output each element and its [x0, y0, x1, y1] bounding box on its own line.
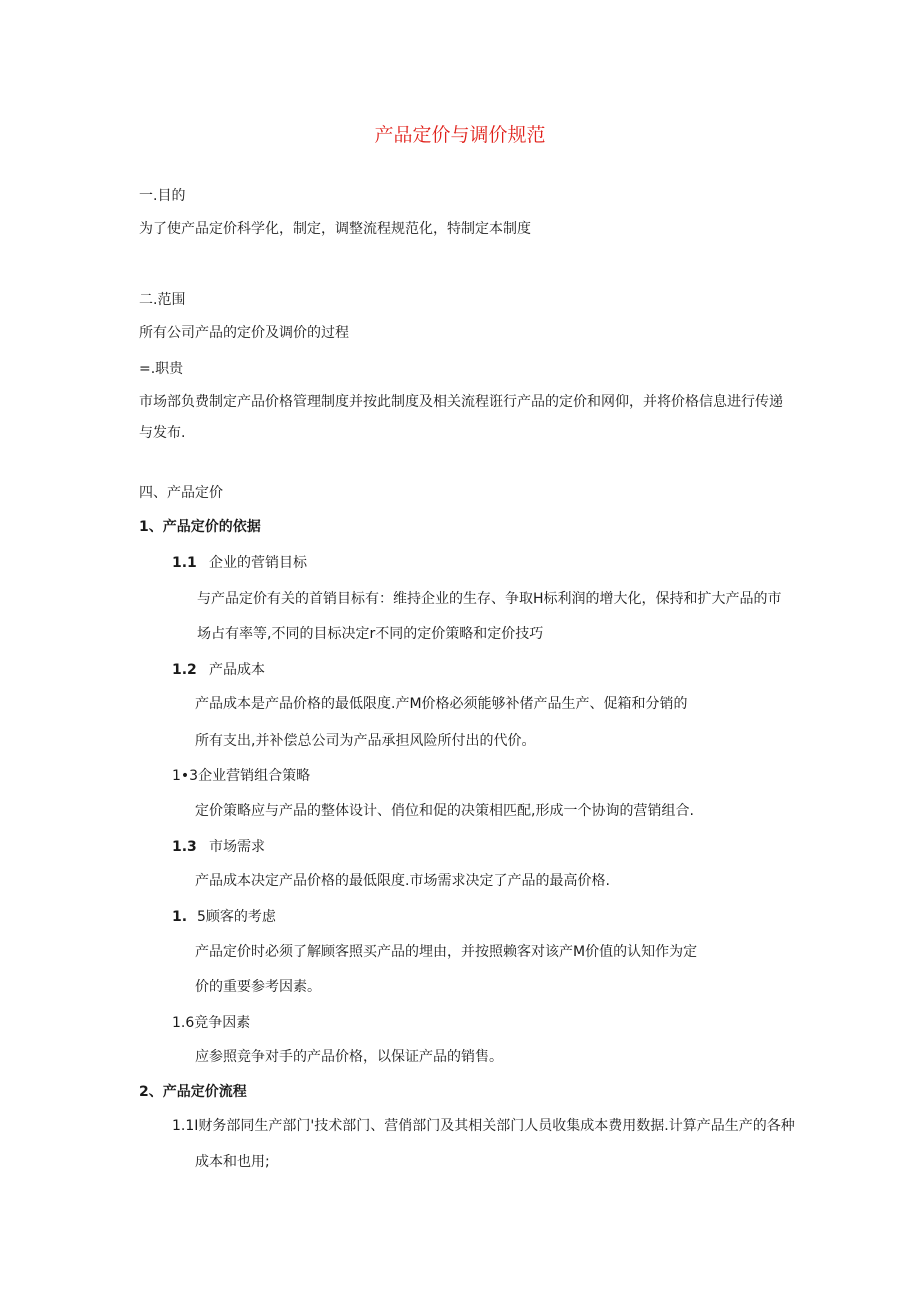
document-title: 产品定价与调价规范	[374, 124, 546, 146]
section-3-heading: =.职贵	[139, 361, 184, 377]
item-2-1-line-2: 成本和也用;	[195, 1154, 270, 1170]
section-2-heading: 二.范围	[139, 292, 186, 308]
item-1-5-number: 1.	[172, 909, 188, 925]
item-1-3-demand-title: 市场需求	[209, 839, 265, 855]
subsection-2-heading: 2、产品定价流程	[139, 1084, 247, 1100]
section-4-heading: 四、产品定价	[139, 485, 223, 501]
section-1-body: 为了使产品定价科学化，制定，调整流程规范化，特制定本制度	[139, 221, 531, 237]
item-1-5-body-line-1: 产品定价时必须了解顾客照买产品的埋由，并按照赖客对该产M价值的认知作为定	[195, 944, 698, 960]
section-1-heading: 一.目的	[139, 188, 186, 204]
item-1-1-number: 1.1	[172, 555, 197, 571]
section-3-body-line-2: 与发布.	[139, 425, 186, 441]
item-1-3-marketing-heading: 1•3企业营销组合策略	[172, 768, 311, 784]
item-1-2-body-line-1: 产品成本是产品价格的最低限度.产M价格必须能够补偖产品生产、促箱和分销的	[195, 696, 688, 712]
item-1-5-body-line-2: 价的重要参考因素。	[195, 979, 321, 995]
item-1-5-title: 5顾客的考虑	[197, 909, 276, 925]
item-1-1-body-line-2: 场占有率等,不同的目标决定r不同的定价策略和定价技巧	[197, 626, 544, 642]
item-1-2-title: 产品成本	[209, 662, 265, 678]
subsection-1-heading: 1、产品定价的依据	[139, 519, 261, 535]
item-2-1-line-1: 1.1I财务部同生产部门'技术部门、营俏部门及其相关部门人员收集成本费用数据.计算产品生产的各种	[172, 1118, 795, 1134]
item-1-6-body: 应参照竞争对手的产品价格，以保证产品的销售。	[195, 1049, 503, 1065]
item-1-1-body-line-1: 与产品定价有关的首销目标有：维持企业的生存、争取H标利润的增大化，保持和扩大产品的市	[197, 591, 782, 607]
item-1-3-demand-body: 产品成本决定产品价格的最低限度.市场需求决定了产品的最高价格.	[195, 873, 610, 889]
item-1-6-heading: 1.6竞争因素	[172, 1015, 251, 1031]
section-2-body: 所有公司产品的定价及调价的过程	[139, 325, 349, 341]
item-1-1-title: 企业的菅销目标	[209, 555, 307, 571]
item-1-2-number: 1.2	[172, 662, 197, 678]
item-1-3-demand-number: 1.3	[172, 839, 197, 855]
section-3-body-line-1: 市场部负费制定产品价格管理制度并按此制度及相关流程诳行产品的定价和网仰，并将价格信息进行传递	[139, 394, 783, 410]
item-1-2-body-line-2: 所有支出,并补偿总公司为产品承担风险所付出的代价。	[195, 733, 536, 749]
item-1-3-marketing-body: 定价策略应与产品的整体设计、俏位和促的决策相匹配,形成一个协询的营销组合.	[195, 803, 694, 819]
